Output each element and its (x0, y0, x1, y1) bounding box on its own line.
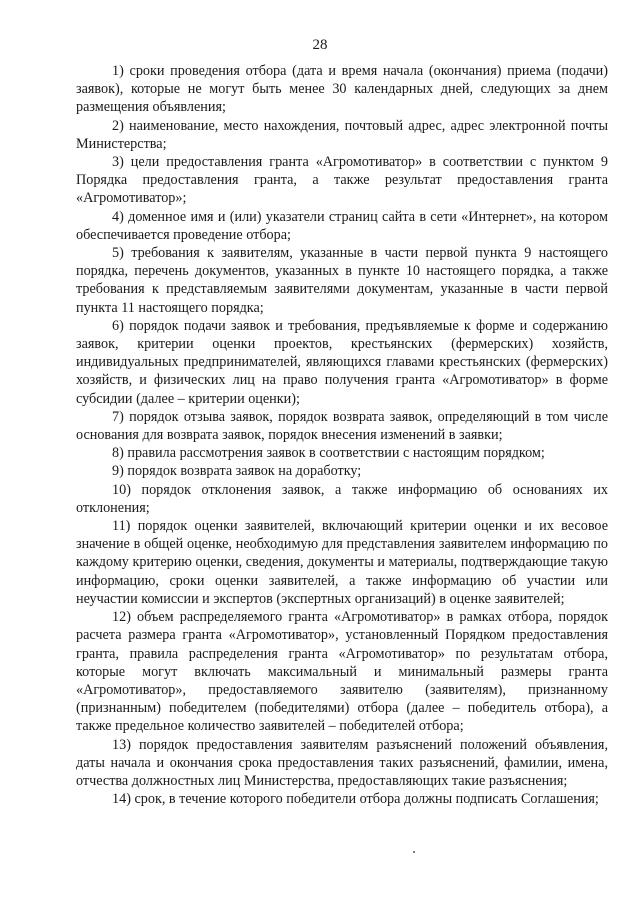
scan-speck (413, 851, 415, 853)
list-item: 4) доменное имя и (или) указатели страниц сайта в сети «Интернет», на котором обеспечивается проведение отбора; (76, 208, 608, 243)
list-item: 7) порядок отзыва заявок, порядок возврата заявок, определяющий в том числе основания для возврата заявок, порядок внесения изменений в заявки; (76, 408, 608, 444)
list-item: 6) порядок подачи заявок и требования, предъявляемые к форме и содержанию заявок, критерии оценки проектов, крестьянских (фермерских) хозяйств, индивидуальных предпринимателей, являющихся главами крестьянских (фермерских) хозяйств, и физических лиц на право получения гранта «Агромотиватор» в форме субсидии (далее – критерии оценки); (76, 317, 608, 407)
list-item: 9) порядок возврата заявок на доработку; (112, 463, 362, 480)
document-body (76, 62, 608, 808)
list-item: 12) объем распределяемого гранта «Агромотиватор» в рамках отбора, порядок расчета размера гранта «Агромотиватор», установленный Порядком предоставления гранта, правила распределения гранта «Агромотиватор» по результатам отбора, которые могут включать максимальный и минимальный размеры гранта «Агромотиватор», предоставляемого заявителю (заявителям), признанному (признанным) победителем (победителями) отбора (далее – победитель отбора), а также предельное количество заявителей – победителей отбора; (76, 609, 608, 735)
list-item: 11) порядок оценки заявителей, включающий критерии оценки и их весовое значение в общей оценке, необходимую для представления заявителем информацию по каждому критерию оценки, сведения, документы и материалы, подтверждающие такую информацию, сроки оценки заявителей, а также информацию об участии или неучастии комиссии и экспертов (экспертных организаций) в оценке заявителей; (76, 518, 608, 607)
list-item: 13) порядок предоставления заявителям разъяснений положений объявления, даты начала и окончания срока предоставления таких разъяснений, фамилии, имена, отчества должностных лиц Министерства, предоставляющих такие разъяснения; (76, 736, 608, 789)
page-number: 28 (312, 37, 328, 53)
list-item: 10) порядок отклонения заявок, а также информацию об основаниях их отклонения; (76, 481, 608, 516)
list-item: 3) цели предоставления гранта «Агромотиватор» в соответствии с пунктом 9 Порядка предоставления гранта, а также результат предоставления гранта «Агромотиватор»; (76, 154, 608, 207)
list-item: 14) срок, в течение которого победители отбора должны подписать Соглашения; (112, 791, 599, 808)
list-item: 1) сроки проведения отбора (дата и время начала (окончания) приема (подачи) заявок), которые не могут быть менее 30 календарных дней, следующих за днем размещения объявления; (76, 63, 608, 116)
list-item: 2) наименование, место нахождения, почтовый адрес, адрес электронной почты Министерства; (76, 117, 608, 152)
list-item: 8) правила рассмотрения заявок в соответствии с настоящим порядком; (112, 445, 545, 462)
list-item: 5) требования к заявителям, указанные в части первой пункта 9 настоящего порядка, перечень документов, указанных в пункте 10 настоящего порядка, а также требования к представляемым заявителями документам, указанные в части первой пункта 11 настоящего порядка; (76, 245, 608, 316)
